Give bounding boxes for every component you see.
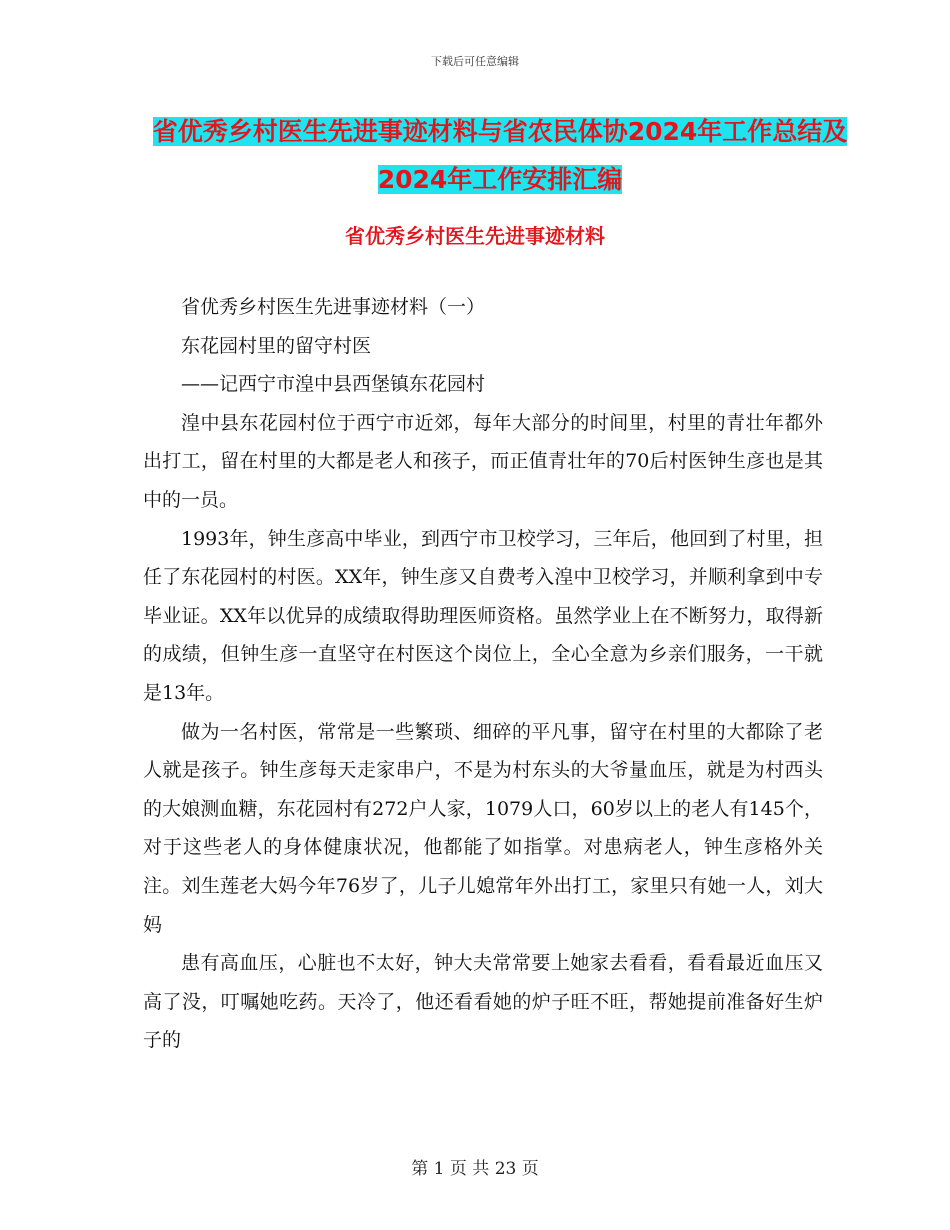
paragraph: 1993年，钟生彦高中毕业，到西宁市卫校学习，三年后，他回到了村里，担任了东花园村的村医。XX年，钟生彦又自费考入湟中卫校学习，并顺利拿到中专毕业证。XX年以优异的成绩取得助理医师资格。虽然学业上在不断努力，取得新的成绩，但钟生彦一直坚守在村医这个岗位上，全心全意为乡亲们服务，一干就是13年。 xyxy=(143,527,823,704)
document-body xyxy=(143,288,823,1060)
paragraph: ——记西宁市湟中县西堡镇东花园村 xyxy=(181,373,486,396)
paragraph: 做为一名村医，常常是一些繁琐、细碎的平凡事，留守在村里的大都除了老人就是孩子。钟生彦每天走家串户，不是为村东头的大爷量血压，就是为村西头的大娘测血糖，东花园村有272户人家，1079人口，60岁以上的老人有145个，对于这些老人的身体健康状况，他都能了如指掌。对患病老人，钟生彦格外关注。刘生莲老大妈今年76岁了，儿子儿媳常年外出打工，家里只有她一人，刘大妈 xyxy=(143,720,823,936)
paragraph: 患有高血压，心脏也不太好，钟大夫常常要上她家去看看，看看最近血压又高了没，叮嘱她吃药。天冷了，他还看看她的炉子旺不旺，帮她提前准备好生炉子的 xyxy=(143,952,823,1052)
document-title-text: 省优秀乡村医生先进事迹材料与省农民体协2024年工作总结及2024年工作安排汇编 xyxy=(152,117,848,194)
header-note: 下载后可任意编辑 xyxy=(431,55,519,68)
page-footer: 第 1 页 共 23 页 xyxy=(411,1159,539,1179)
document-title xyxy=(150,108,850,204)
paragraph: 湟中县东花园村位于西宁市近郊，每年大部分的时间里，村里的青壮年都外出打工，留在村里的大都是老人和孩子，而正值青壮年的70后村医钟生彦也是其中的一员。 xyxy=(143,411,823,511)
paragraph: 东花园村里的留守村医 xyxy=(181,334,372,357)
paragraph: 省优秀乡村医生先进事迹材料（一） xyxy=(181,296,486,318)
section-title: 省优秀乡村医生先进事迹材料 xyxy=(345,224,605,248)
